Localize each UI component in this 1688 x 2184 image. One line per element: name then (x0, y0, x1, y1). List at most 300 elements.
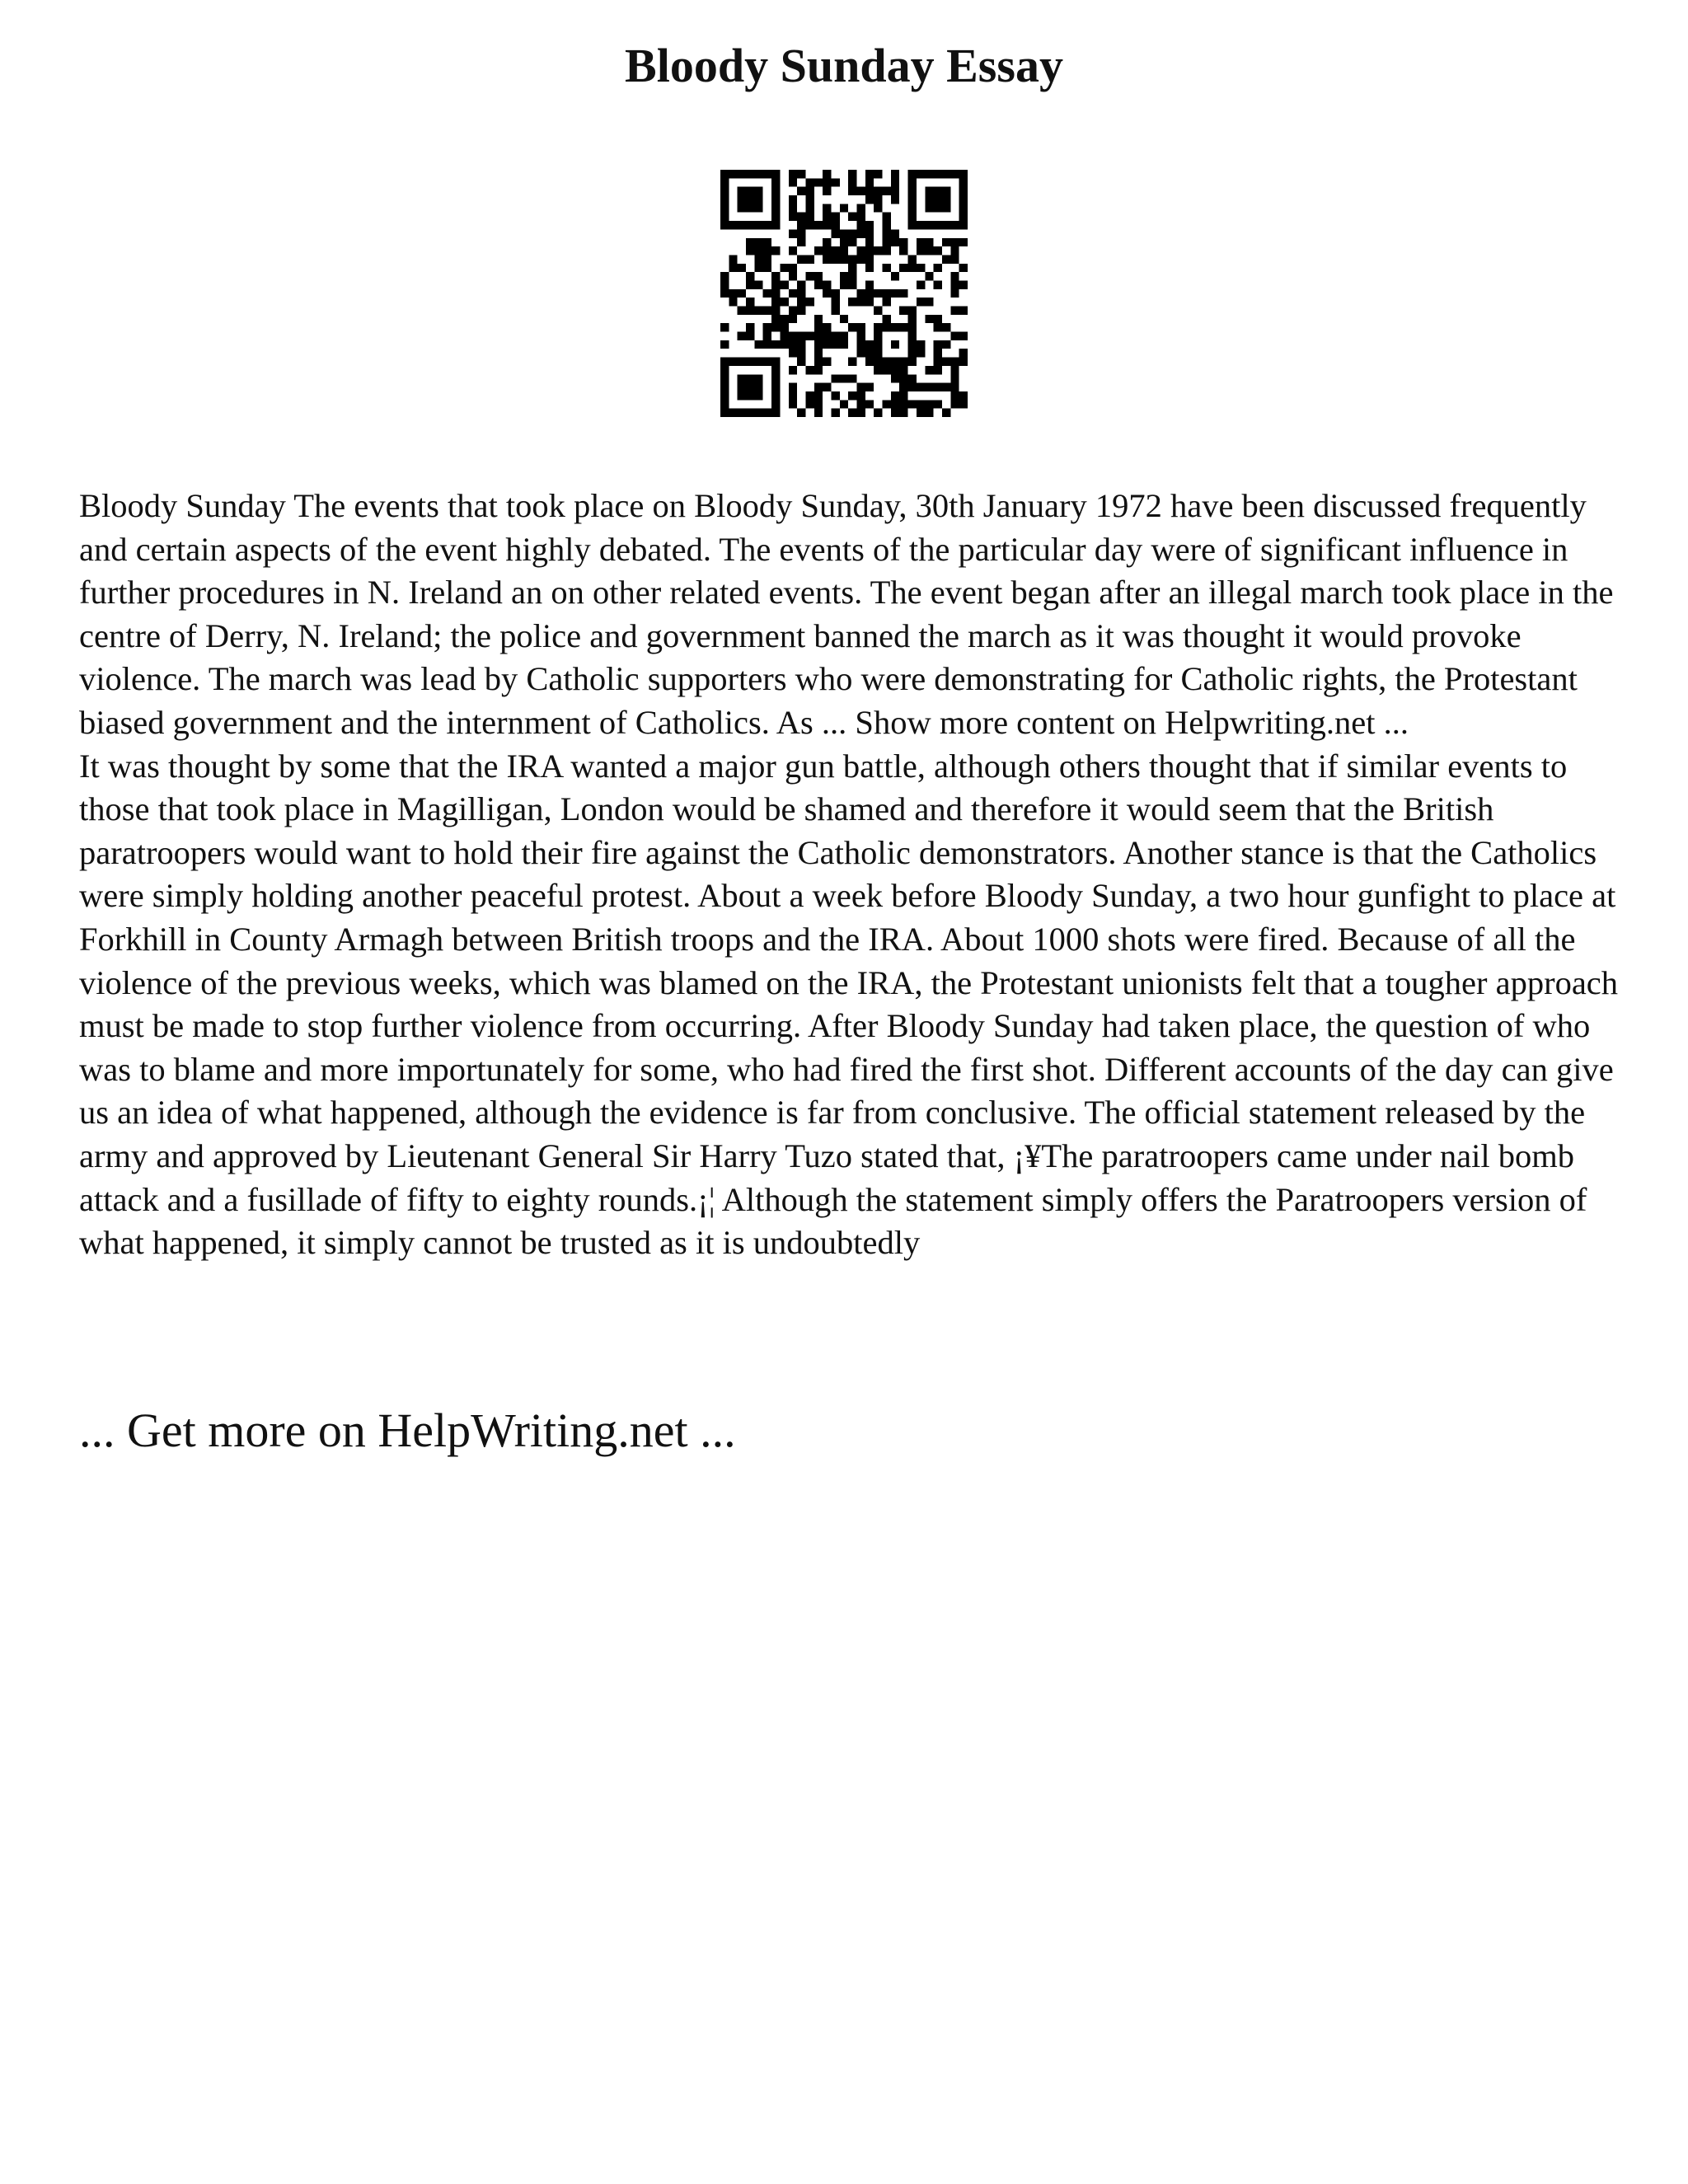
qr-module (891, 195, 899, 204)
qr-module (925, 204, 933, 212)
qr-module (908, 307, 917, 315)
qr-module (908, 349, 917, 357)
qr-module (959, 400, 968, 408)
qr-module (891, 187, 899, 195)
qr-code (720, 170, 968, 417)
qr-module (883, 400, 891, 408)
qr-module (908, 213, 917, 221)
qr-module (883, 298, 891, 306)
qr-module (729, 298, 737, 306)
qr-module (797, 187, 805, 195)
qr-module (831, 409, 839, 417)
qr-module (720, 221, 729, 229)
qr-module (720, 340, 729, 349)
qr-module (959, 307, 968, 315)
qr-module (831, 229, 839, 237)
qr-module (874, 409, 882, 417)
qr-module (899, 289, 907, 298)
qr-module (874, 340, 882, 349)
qr-module (848, 374, 856, 382)
qr-module (797, 170, 805, 178)
qr-module (934, 246, 942, 255)
qr-module (763, 246, 771, 255)
qr-module (797, 332, 805, 340)
qr-module (763, 409, 771, 417)
qr-module (925, 246, 933, 255)
qr-module (857, 323, 865, 331)
qr-module (857, 213, 865, 221)
qr-module (891, 409, 899, 417)
qr-module (899, 238, 907, 246)
qr-module (754, 383, 762, 391)
qr-module (891, 366, 899, 374)
qr-module (883, 358, 891, 366)
qr-module (720, 383, 729, 391)
qr-module (857, 349, 865, 357)
qr-module (814, 178, 823, 186)
qr-module (771, 400, 780, 408)
qr-module (865, 187, 874, 195)
qr-module (908, 187, 917, 195)
qr-module (899, 307, 907, 315)
qr-module (738, 264, 746, 272)
qr-module (797, 340, 805, 349)
qr-module (840, 374, 848, 382)
qr-module (883, 289, 891, 298)
qr-module (763, 340, 771, 349)
qr-module (771, 213, 780, 221)
qr-module (805, 195, 814, 204)
qr-module (899, 383, 907, 391)
qr-module (908, 264, 917, 272)
qr-module (754, 391, 762, 400)
qr-module (950, 358, 959, 366)
qr-module (959, 280, 968, 288)
qr-module (865, 170, 874, 178)
qr-module (959, 391, 968, 400)
qr-module (831, 213, 839, 221)
qr-module (738, 170, 746, 178)
qr-module (857, 221, 865, 229)
qr-module (883, 366, 891, 374)
qr-module (789, 264, 797, 272)
qr-module (874, 187, 882, 195)
qr-module (789, 195, 797, 204)
essay-paragraph-1: Bloody Sunday The events that took place on Bloody Sunday, 30th January 1972 have been discussed frequently and certain aspects of the event highly debated. The events of the particular day were of significant influence in further procedures in N. Ireland an on other related events. The event began after an illegal march took place in the centre of Derry, N. Ireland; the police and government banned the march as it was thought it would provoke violence. The march was lead by Catholic supporters who were demonstrating for Catholic rights, the Protestant biased government and the internment of Catholics. As ... Show more content on Helpwriting.net ... (79, 487, 1614, 741)
qr-module (789, 178, 797, 186)
qr-module (908, 358, 917, 366)
qr-module (917, 264, 925, 272)
qr-module (848, 323, 856, 331)
qr-module (891, 178, 899, 186)
qr-module (720, 195, 729, 204)
qr-module (789, 213, 797, 221)
qr-module (797, 349, 805, 357)
qr-module (763, 221, 771, 229)
qr-module (823, 289, 831, 298)
qr-module (746, 204, 754, 212)
qr-module (805, 298, 814, 306)
qr-module (848, 298, 856, 306)
qr-module (908, 195, 917, 204)
qr-module (797, 238, 805, 246)
qr-module (848, 409, 856, 417)
qr-module (823, 178, 831, 186)
qr-module (840, 238, 848, 246)
qr-module (789, 391, 797, 400)
qr-module (883, 221, 891, 229)
qr-module (823, 221, 831, 229)
qr-module (789, 229, 797, 237)
qr-module (823, 323, 831, 331)
qr-module (950, 374, 959, 382)
qr-module (934, 340, 942, 349)
qr-module (823, 358, 831, 366)
qr-module (805, 391, 814, 400)
qr-module (780, 340, 788, 349)
qr-module (848, 272, 856, 280)
qr-module (925, 238, 933, 246)
qr-module (720, 391, 729, 400)
qr-module (848, 264, 856, 272)
qr-module (865, 264, 874, 272)
qr-module (840, 400, 848, 408)
qr-module (934, 195, 942, 204)
qr-module (746, 307, 754, 315)
qr-module (857, 289, 865, 298)
qr-module (754, 340, 762, 349)
qr-module (950, 289, 959, 298)
qr-module (865, 298, 874, 306)
qr-module (908, 204, 917, 212)
qr-module (857, 246, 865, 255)
qr-module (720, 272, 729, 280)
qr-module (771, 204, 780, 212)
qr-module (899, 400, 907, 408)
qr-module (848, 170, 856, 178)
qr-module (789, 400, 797, 408)
qr-module (763, 255, 771, 263)
qr-module (848, 391, 856, 400)
qr-module (942, 255, 950, 263)
qr-module (883, 323, 891, 331)
qr-module (891, 238, 899, 246)
qr-module (865, 229, 874, 237)
qr-module (738, 409, 746, 417)
qr-module (720, 374, 729, 382)
qr-module (857, 187, 865, 195)
qr-module (908, 374, 917, 382)
qr-module (814, 272, 823, 280)
qr-module (917, 280, 925, 288)
essay-paragraph-2: It was thought by some that the IRA wanted a major gun battle, although others thought that if similar events to those that took place in Magilligan, London would be shamed and therefore it would seem that the British paratroopers would want to hold their fire against the Catholic demonstrators. Another stance is that the Catholics were simply holding another peaceful protest. About a week before Bloody Sunday, a two hour gunfight to place at Forkhill in County Armagh between British troops and the IRA. About 1000 shots were fired. Because of all the violence of the previous weeks, which was blamed on the IRA, the Protestant unionists felt that a tougher approach must be made to stop further violence from occurring. After Bloody Sunday had taken place, the question of who was to blame and more importunately for some, who had fired the first shot. Different accounts of the day can give us an idea of what happened, although the evidence is far from conclusive. The official statement released by the army and approved by Lieutenant General Sir Harry Tuzo stated that, ¡¥The paratroopers came under nail bomb attack and a fusillade of fifty to eighty rounds.¡¦ Although the statement simply offers the Paratroopers version of what happened, it simply cannot be trusted as it is undoubtedly (79, 747, 1619, 1262)
qr-module (831, 298, 839, 306)
qr-module (780, 298, 788, 306)
qr-module (814, 323, 823, 331)
qr-module (831, 307, 839, 315)
qr-module (865, 255, 874, 263)
qr-module (746, 323, 754, 331)
qr-module (789, 307, 797, 315)
qr-module (823, 383, 831, 391)
qr-module (823, 280, 831, 288)
qr-module (789, 383, 797, 391)
qr-module (950, 307, 959, 315)
qr-module (857, 204, 865, 212)
qr-module (959, 349, 968, 357)
qr-module (738, 358, 746, 366)
qr-module (925, 298, 933, 306)
qr-module (891, 400, 899, 408)
qr-module (959, 178, 968, 186)
qr-module (865, 221, 874, 229)
qr-module (738, 307, 746, 315)
qr-module (814, 400, 823, 408)
qr-module (959, 358, 968, 366)
qr-module (831, 289, 839, 298)
qr-module (891, 340, 899, 349)
qr-module (771, 374, 780, 382)
qr-module (729, 255, 737, 263)
qr-module (763, 323, 771, 331)
qr-module (746, 383, 754, 391)
qr-module (899, 246, 907, 255)
qr-module (814, 246, 823, 255)
page-title: Bloody Sunday Essay (625, 39, 1063, 92)
qr-module (771, 298, 780, 306)
qr-module (805, 187, 814, 195)
qr-module (771, 307, 780, 315)
qr-module (942, 204, 950, 212)
qr-module (891, 358, 899, 366)
qr-module (754, 358, 762, 366)
qr-module (789, 315, 797, 323)
qr-module (771, 323, 780, 331)
qr-module (771, 195, 780, 204)
qr-module (925, 170, 933, 178)
qr-module (823, 238, 831, 246)
qr-module (883, 213, 891, 221)
qr-module (865, 349, 874, 357)
qr-module (797, 409, 805, 417)
qr-module (865, 340, 874, 349)
qr-module (950, 255, 959, 263)
qr-code-graphic (720, 170, 968, 417)
qr-module (814, 409, 823, 417)
qr-module (908, 255, 917, 263)
qr-module (925, 315, 933, 323)
qr-module (942, 383, 950, 391)
qr-module (814, 280, 823, 288)
qr-module (831, 255, 839, 263)
qr-module (771, 366, 780, 374)
qr-module (746, 298, 754, 306)
qr-module (942, 409, 950, 417)
qr-module (934, 323, 942, 331)
qr-module (959, 170, 968, 178)
qr-module (899, 264, 907, 272)
qr-module (925, 400, 933, 408)
qr-module (840, 204, 848, 212)
qr-module (771, 178, 780, 186)
qr-module (857, 298, 865, 306)
qr-module (865, 238, 874, 246)
qr-module (891, 272, 899, 280)
qr-module (823, 340, 831, 349)
qr-module (754, 195, 762, 204)
qr-module (789, 170, 797, 178)
qr-module (746, 221, 754, 229)
qr-module (805, 332, 814, 340)
qr-module (771, 187, 780, 195)
qr-module (950, 221, 959, 229)
qr-module (771, 246, 780, 255)
qr-module (746, 195, 754, 204)
qr-module (874, 323, 882, 331)
qr-module (771, 221, 780, 229)
qr-module (883, 315, 891, 323)
qr-module (763, 358, 771, 366)
qr-module (874, 366, 882, 374)
qr-module (746, 409, 754, 417)
qr-module (789, 349, 797, 357)
qr-module (789, 340, 797, 349)
qr-module (720, 323, 729, 331)
qr-module (720, 170, 729, 178)
qr-module (891, 229, 899, 237)
qr-module (891, 323, 899, 331)
qr-module (729, 170, 737, 178)
qr-module (780, 315, 788, 323)
qr-module (823, 255, 831, 263)
qr-module (917, 221, 925, 229)
qr-module (917, 383, 925, 391)
qr-module (720, 289, 729, 298)
qr-module (763, 264, 771, 272)
qr-module (865, 358, 874, 366)
qr-module (814, 221, 823, 229)
qr-module (754, 221, 762, 229)
qr-module (874, 289, 882, 298)
qr-module (917, 349, 925, 357)
qr-module (789, 204, 797, 212)
get-more-link[interactable]: ... Get more on HelpWriting.net ... (79, 1404, 736, 1457)
qr-module (805, 366, 814, 374)
qr-module (908, 323, 917, 331)
qr-module (738, 221, 746, 229)
qr-module (865, 178, 874, 186)
qr-module (729, 264, 737, 272)
qr-module (840, 340, 848, 349)
qr-module (746, 374, 754, 382)
qr-module (848, 238, 856, 246)
qr-module (874, 358, 882, 366)
qr-module (840, 255, 848, 263)
qr-module (763, 170, 771, 178)
qr-module (899, 358, 907, 366)
qr-module (720, 187, 729, 195)
qr-module (874, 204, 882, 212)
qr-module (848, 178, 856, 186)
qr-module (746, 238, 754, 246)
qr-module (823, 213, 831, 221)
qr-module (934, 221, 942, 229)
qr-module (959, 204, 968, 212)
qr-module (848, 213, 856, 221)
qr-module (950, 391, 959, 400)
qr-module (942, 195, 950, 204)
qr-module (780, 323, 788, 331)
qr-module (883, 264, 891, 272)
qr-module (891, 170, 899, 178)
qr-module (865, 400, 874, 408)
qr-module (899, 409, 907, 417)
qr-module (891, 374, 899, 382)
qr-module (738, 195, 746, 204)
qr-module (883, 238, 891, 246)
qr-module (720, 366, 729, 374)
qr-module (746, 187, 754, 195)
qr-module (805, 178, 814, 186)
qr-module (950, 332, 959, 340)
qr-module (908, 178, 917, 186)
qr-module (771, 340, 780, 349)
qr-module (925, 383, 933, 391)
qr-module (805, 255, 814, 263)
qr-module (942, 323, 950, 331)
qr-module (857, 400, 865, 408)
qr-module (840, 315, 848, 323)
qr-module (934, 315, 942, 323)
qr-module (720, 400, 729, 408)
qr-module (908, 221, 917, 229)
qr-module (891, 391, 899, 400)
qr-module (823, 332, 831, 340)
qr-module (746, 332, 754, 340)
qr-module (823, 170, 831, 178)
qr-module (754, 238, 762, 246)
qr-module (950, 170, 959, 178)
qr-module (840, 332, 848, 340)
qr-module (934, 400, 942, 408)
qr-module (789, 332, 797, 340)
qr-module (942, 221, 950, 229)
qr-module (934, 264, 942, 272)
qr-module (797, 358, 805, 366)
qr-module (797, 255, 805, 263)
qr-module (908, 400, 917, 408)
qr-module (763, 332, 771, 340)
qr-module (848, 229, 856, 237)
qr-module (797, 289, 805, 298)
qr-module (857, 383, 865, 391)
qr-module (950, 280, 959, 288)
qr-module (814, 383, 823, 391)
qr-module (959, 264, 968, 272)
qr-module (925, 187, 933, 195)
qr-module (883, 246, 891, 255)
qr-module (789, 272, 797, 280)
qr-module (908, 315, 917, 323)
qr-module (754, 255, 762, 263)
qr-module (780, 332, 788, 340)
qr-module (754, 246, 762, 255)
qr-module (754, 187, 762, 195)
qr-module (831, 221, 839, 229)
qr-module (831, 340, 839, 349)
qr-module (814, 366, 823, 374)
qr-module (797, 221, 805, 229)
